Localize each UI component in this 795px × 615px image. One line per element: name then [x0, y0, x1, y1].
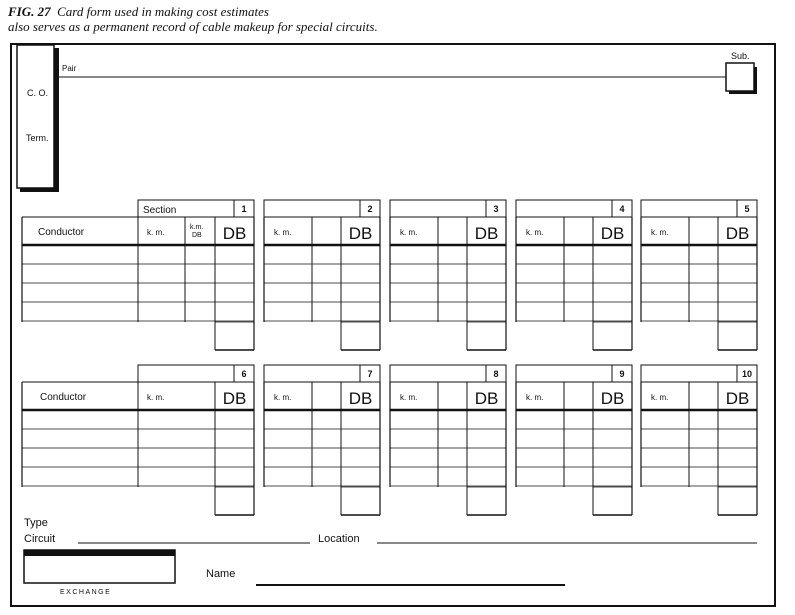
- km-label: k. m.: [147, 228, 165, 237]
- km-label: k. m.: [526, 393, 544, 402]
- km-label: k. m.: [400, 228, 418, 237]
- location-label: Location: [318, 533, 360, 545]
- section-number: 8: [493, 369, 499, 379]
- pair-label: Pair: [62, 64, 77, 73]
- exchange-box-top-bar: [24, 550, 175, 556]
- section-number: 6: [241, 369, 247, 379]
- circuit-label: Circuit: [24, 533, 56, 545]
- km-label: k. m.: [274, 393, 292, 402]
- section-number: 1: [241, 204, 247, 214]
- conductor-label: Conductor: [40, 392, 87, 403]
- conductor-label: Conductor: [38, 227, 85, 238]
- section-number: 4: [619, 204, 625, 214]
- section-number: 7: [367, 369, 373, 379]
- km-label: k. m.: [147, 393, 165, 402]
- db-label: DB: [600, 389, 625, 408]
- card-border: [11, 44, 775, 606]
- section-number: 3: [493, 204, 499, 214]
- km-label: k. m.: [651, 393, 669, 402]
- db-label: DB: [725, 224, 750, 243]
- db-label: DB: [474, 224, 499, 243]
- caption-text-1: Card form used in making cost estimates: [57, 4, 269, 19]
- km-db-label-bottom: DB: [192, 232, 202, 239]
- exchange-label: EXCHANGE: [60, 589, 112, 596]
- db-label: DB: [348, 224, 373, 243]
- co-box: [17, 45, 54, 188]
- type-label: Type: [24, 517, 48, 529]
- db-label: DB: [222, 389, 247, 408]
- km-label: k. m.: [400, 393, 418, 402]
- term-label: Term.: [26, 133, 49, 143]
- km-label: k. m.: [651, 228, 669, 237]
- db-label: DB: [725, 389, 750, 408]
- sub-label: Sub.: [731, 51, 750, 61]
- co-label: C. O.: [27, 88, 49, 98]
- section-label: Section: [143, 205, 177, 216]
- section-number: 10: [741, 369, 753, 379]
- section-number: 9: [619, 369, 625, 379]
- db-label: DB: [600, 224, 625, 243]
- db-label: DB: [474, 389, 499, 408]
- name-label: Name: [206, 568, 236, 580]
- section-number: 2: [367, 204, 373, 214]
- db-label: DB: [348, 389, 373, 408]
- figure-number: FIG. 27: [8, 4, 51, 19]
- db-label: DB: [222, 224, 247, 243]
- km-label: k. m.: [526, 228, 544, 237]
- section-number: 5: [744, 204, 750, 214]
- km-label: k. m.: [274, 228, 292, 237]
- sub-box: [726, 63, 754, 91]
- km-db-label-top: k.m.: [190, 224, 204, 231]
- figure-caption-line2: also serves as a permanent record of cable makeup for special circuits.: [8, 19, 378, 34]
